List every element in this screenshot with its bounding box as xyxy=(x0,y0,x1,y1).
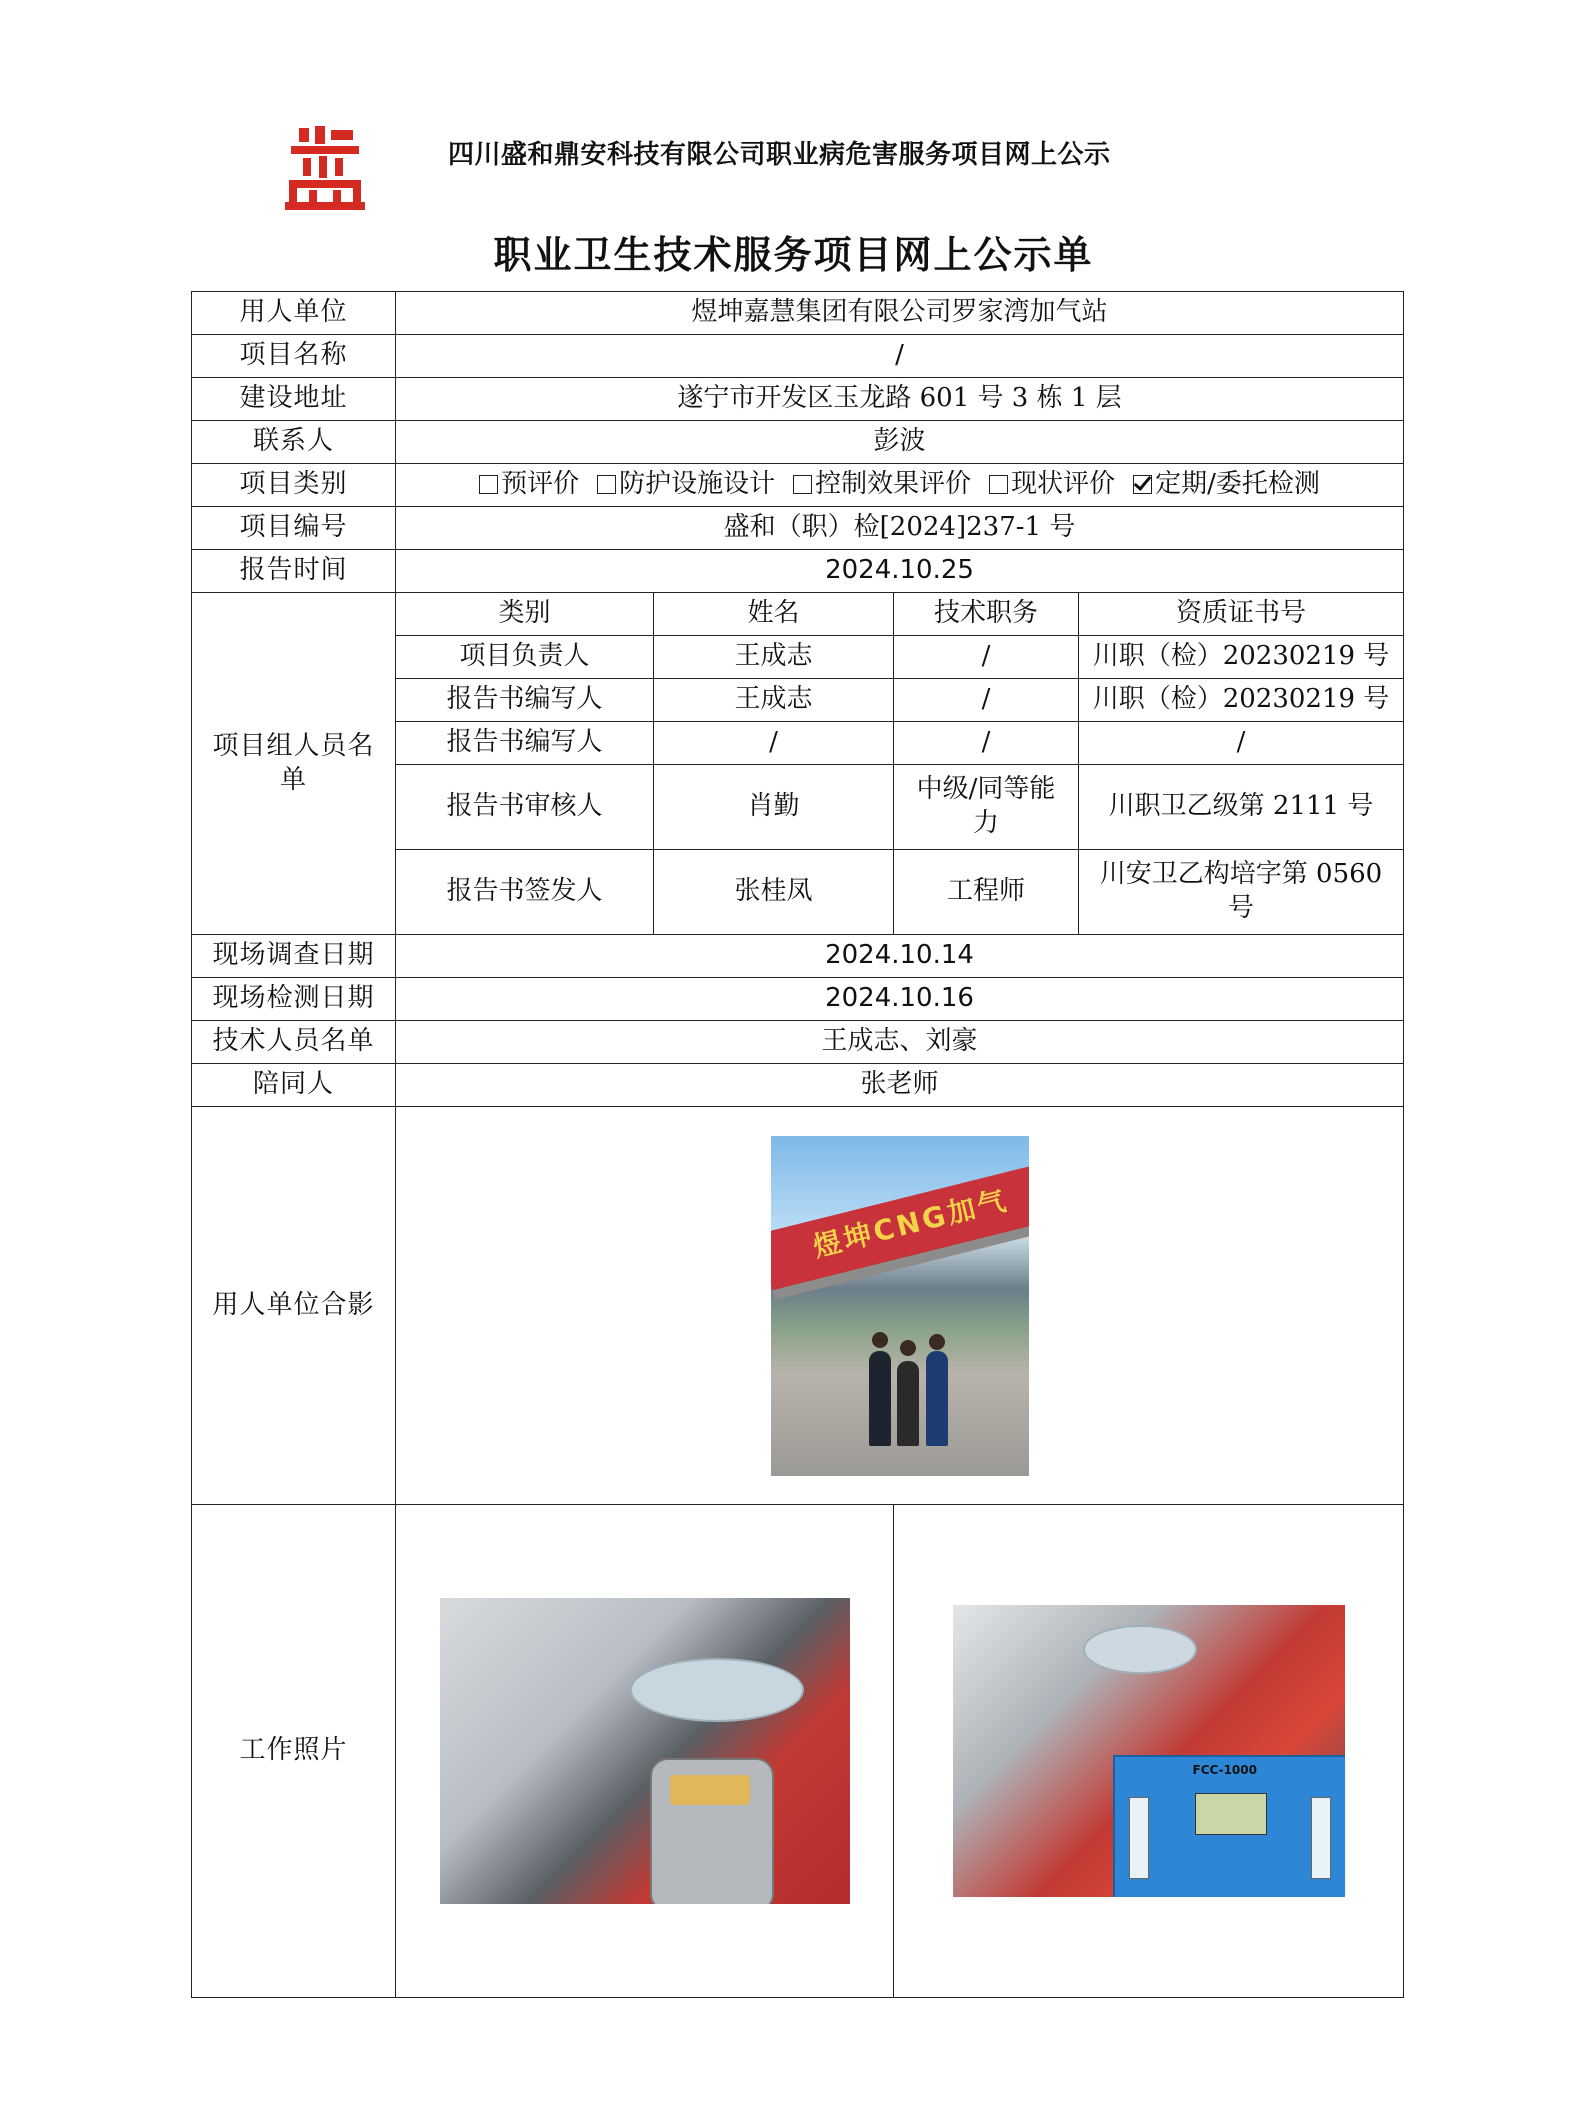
category-option: 防护设施设计 xyxy=(597,468,775,502)
person-head xyxy=(929,1334,945,1350)
checkbox-icon xyxy=(597,475,616,494)
survey-date-label: 现场调查日期 xyxy=(192,935,396,978)
contact-value: 彭波 xyxy=(396,421,1404,464)
group-photo-label: 用人单位合影 xyxy=(192,1107,396,1505)
page-header xyxy=(285,126,1315,210)
category-option: 控制效果评价 xyxy=(793,468,971,502)
row-contact xyxy=(192,421,1404,464)
team-header-name: 姓名 xyxy=(654,593,894,636)
team-header-row xyxy=(192,593,1404,636)
team-title: / xyxy=(894,679,1079,722)
project-name-label: 项目名称 xyxy=(192,335,396,378)
person xyxy=(926,1351,948,1446)
team-cert: 川安卫乙构培字第 0560 号 xyxy=(1079,850,1404,935)
report-time-value: 2024.10.25 xyxy=(396,550,1404,593)
team-title: / xyxy=(894,636,1079,679)
team-name: 肖勤 xyxy=(654,765,894,850)
person-head xyxy=(872,1332,888,1348)
row-work-photos xyxy=(192,1505,1404,1998)
checked-checkbox-icon xyxy=(1133,475,1152,494)
row-escort xyxy=(192,1064,1404,1107)
station-sign: 煜坤CNG加气 xyxy=(809,1182,1012,1264)
team-label: 项目组人员名单 xyxy=(192,593,396,935)
noise-meter xyxy=(650,1758,774,1904)
team-header-title: 技术职务 xyxy=(894,593,1079,636)
escort-value: 张老师 xyxy=(396,1064,1404,1107)
employer-value: 煜坤嘉慧集团有限公司罗家湾加气站 xyxy=(396,292,1404,335)
escort-label: 陪同人 xyxy=(192,1064,396,1107)
test-date-label: 现场检测日期 xyxy=(192,978,396,1021)
sun-visor xyxy=(1083,1625,1197,1674)
device-label: FCC-1000 xyxy=(1192,1763,1257,1777)
team-role: 报告书签发人 xyxy=(396,850,654,935)
row-tech-staff xyxy=(192,1021,1404,1064)
address-label: 建设地址 xyxy=(192,378,396,421)
row-employer xyxy=(192,292,1404,335)
team-role: 报告书编写人 xyxy=(396,722,654,765)
contact-label: 联系人 xyxy=(192,421,396,464)
project-no-value: 盛和（职）检[2024]237-1 号 xyxy=(396,507,1404,550)
notice-table xyxy=(191,291,1404,1998)
air-sampler xyxy=(1113,1755,1345,1897)
team-header-role: 类别 xyxy=(396,593,654,636)
tech-staff-value: 王成志、刘豪 xyxy=(396,1021,1404,1064)
row-category xyxy=(192,464,1404,507)
team-cert: 川职卫乙级第 2111 号 xyxy=(1079,765,1404,850)
team-name: 王成志 xyxy=(654,679,894,722)
group-photo-cell xyxy=(396,1107,1404,1505)
team-title: 中级/同等能力 xyxy=(894,765,1079,850)
document-title: 职业卫生技术服务项目网上公示单 xyxy=(493,232,1094,277)
person-head xyxy=(900,1340,916,1356)
report-time-label: 报告时间 xyxy=(192,550,396,593)
category-option: 现状评价 xyxy=(989,468,1115,502)
project-no-label: 项目编号 xyxy=(192,507,396,550)
sun-visor xyxy=(630,1658,804,1722)
team-title: 工程师 xyxy=(894,850,1079,935)
category-label: 项目类别 xyxy=(192,464,396,507)
address-value: 遂宁市开发区玉龙路 601 号 3 栋 1 层 xyxy=(396,378,1404,421)
team-name: 张桂凤 xyxy=(654,850,894,935)
work-photo-cell-right xyxy=(894,1505,1404,1998)
employer-label: 用人单位 xyxy=(192,292,396,335)
row-project-name xyxy=(192,335,1404,378)
tech-staff-label: 技术人员名单 xyxy=(192,1021,396,1064)
device-display xyxy=(1195,1793,1267,1835)
team-title: / xyxy=(894,722,1079,765)
company-logo-icon xyxy=(285,126,365,210)
work-photo-label: 工作照片 xyxy=(192,1505,396,1998)
row-project-no xyxy=(192,507,1404,550)
row-test-date xyxy=(192,978,1404,1021)
row-address xyxy=(192,378,1404,421)
team-role: 项目负责人 xyxy=(396,636,654,679)
survey-date-value: 2024.10.14 xyxy=(396,935,1404,978)
person xyxy=(869,1351,891,1446)
category-option: 预评价 xyxy=(479,468,579,502)
person xyxy=(897,1361,919,1446)
work-photo-cell-left xyxy=(396,1505,894,1998)
team-header-cert: 资质证书号 xyxy=(1079,593,1404,636)
row-survey-date xyxy=(192,935,1404,978)
row-group-photo xyxy=(192,1107,1404,1505)
test-date-value: 2024.10.16 xyxy=(396,978,1404,1021)
team-role: 报告书编写人 xyxy=(396,679,654,722)
team-cert: 川职（检）20230219 号 xyxy=(1079,636,1404,679)
checkbox-icon xyxy=(989,475,1008,494)
team-cert: / xyxy=(1079,722,1404,765)
row-report-time xyxy=(192,550,1404,593)
team-role: 报告书审核人 xyxy=(396,765,654,850)
checkbox-icon xyxy=(793,475,812,494)
category-option: 定期/委托检测 xyxy=(1133,468,1320,502)
team-name: / xyxy=(654,722,894,765)
checkbox-icon xyxy=(479,475,498,494)
category-options xyxy=(396,464,1404,507)
team-cert: 川职（检）20230219 号 xyxy=(1079,679,1404,722)
group-photo xyxy=(771,1136,1029,1476)
team-name: 王成志 xyxy=(654,636,894,679)
project-name-value: / xyxy=(396,335,1404,378)
work-photo-air-sampler xyxy=(953,1605,1345,1897)
work-photo-noise-meter xyxy=(440,1598,850,1904)
company-title: 四川盛和鼎安科技有限公司职业病危害服务项目网上公示 xyxy=(448,140,1111,170)
